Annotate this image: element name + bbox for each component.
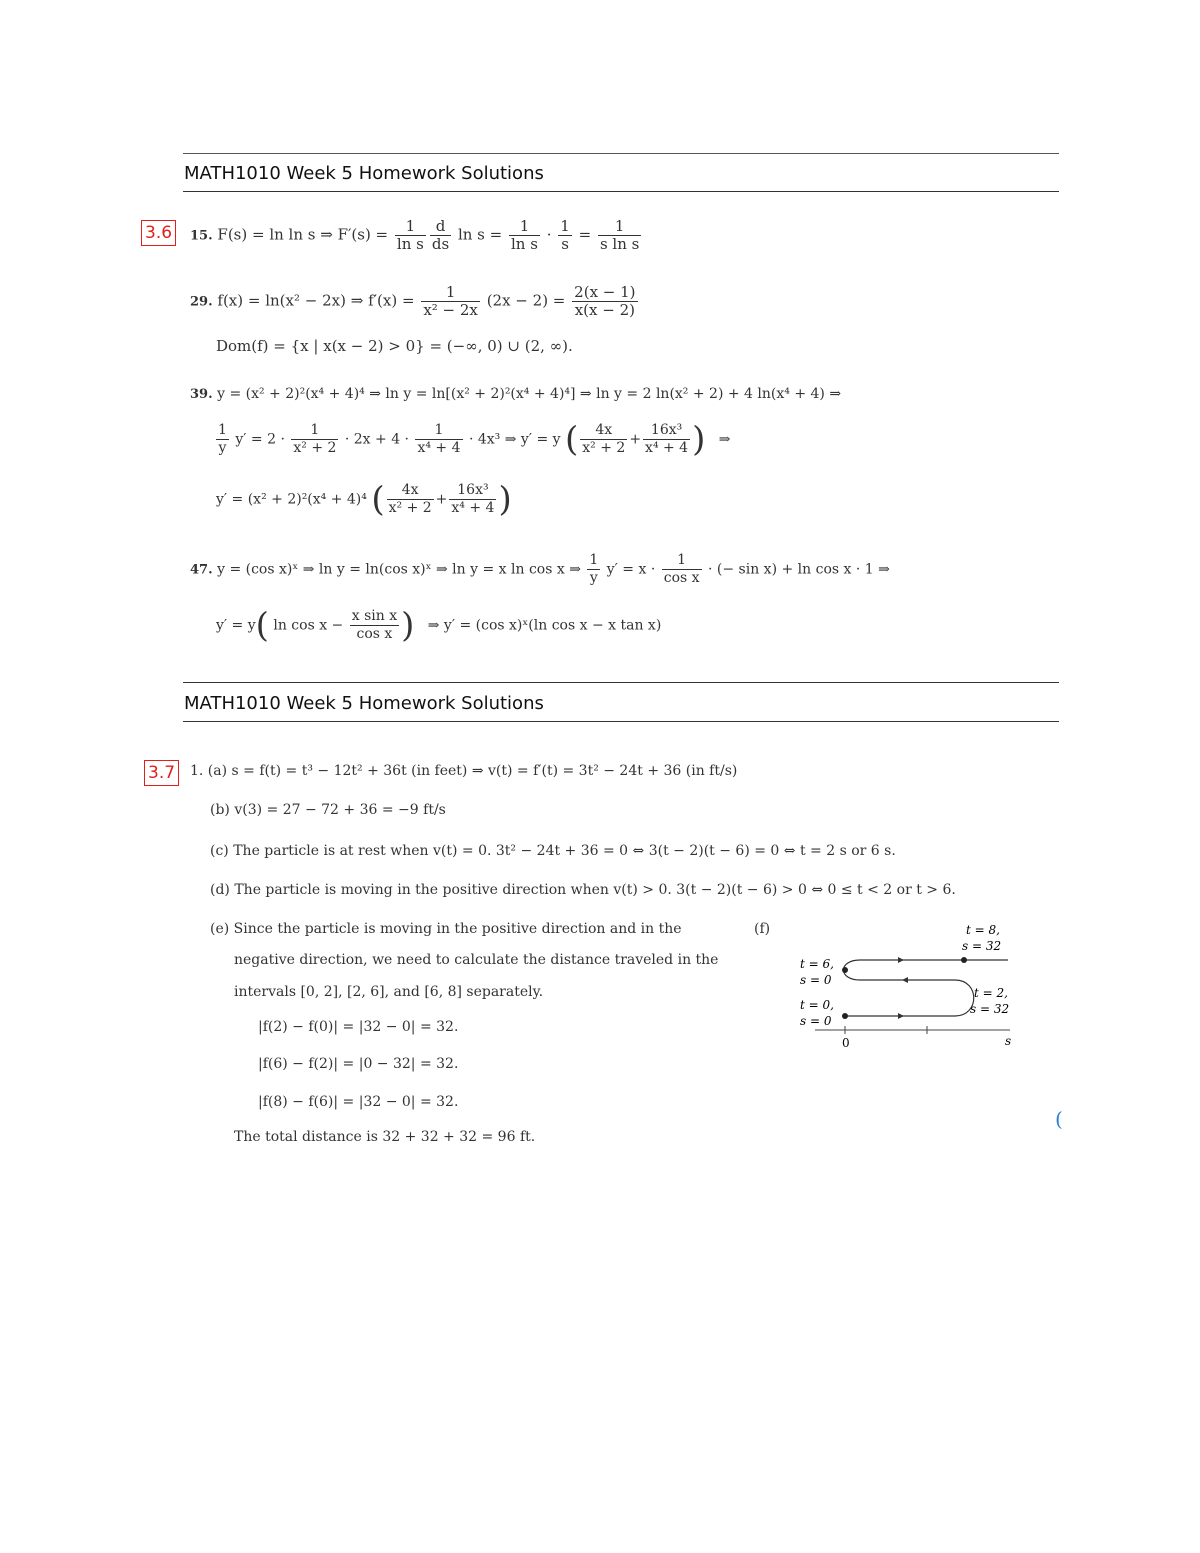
- eq-text: y = (cos x)ˣ ⇒ ln y = ln(cos x)ˣ ⇒ ln y = x ln cos x ⇒: [217, 561, 581, 578]
- problem-39-line-2: [214, 419, 731, 460]
- part-e-calc-2: |f(6) − f(2)| = |0 − 32| = 32.: [258, 1056, 459, 1072]
- eq-text: F(s) = ln ln s ⇒ F′(s) =: [217, 225, 389, 244]
- problem-number: 15.: [190, 228, 213, 244]
- part-e-total: The total distance is 32 + 32 + 32 = 96 ft.: [234, 1129, 536, 1145]
- point-t0: [842, 1013, 848, 1019]
- label-t8: t = 8,: [966, 923, 1000, 937]
- problem-number: 29.: [190, 294, 213, 310]
- page-header-1: MATH1010 Week 5 Homework Solutions: [184, 163, 544, 184]
- eq-text: +: [435, 491, 448, 508]
- left-paren: (: [565, 419, 579, 460]
- fraction: $\frac{\text{16x³}}{\text{x⁴ + 4}}$: [451, 482, 495, 516]
- eq-text: ⇒: [718, 431, 731, 448]
- point-t8: [961, 957, 967, 963]
- header-rule-top-1: [183, 153, 1059, 154]
- eq-text: ⇒ y′ = (cos x)ˣ(ln cos x − x tan x): [427, 617, 662, 634]
- right-paren: ): [401, 605, 415, 646]
- axis-label-s: s: [1005, 1034, 1012, 1048]
- eq-text: =: [578, 225, 592, 244]
- part-c: (c) The particle is at rest when v(t) = 0. 3t² − 24t + 36 = 0 ⇔ 3(t − 2)(t − 6) = 0 ⇔ t = 2 s or 6 s.: [210, 843, 896, 859]
- part-a: 1. (a) s = f(t) = t³ − 12t² + 36t (in feet) ⇒ v(t) = f′(t) = 3t² − 24t + 36 (in ft/s): [190, 763, 738, 779]
- problem-47-line-1: [190, 552, 890, 587]
- header-rule-top-2: [183, 682, 1059, 683]
- label-t6: t = 6,: [800, 957, 834, 971]
- problem-number: 47.: [190, 562, 213, 578]
- section-label-3-6: 3.6: [141, 220, 176, 246]
- domain-line: Dom(f) = {x | x(x − 2) > 0} = (−∞, 0) ∪ (2, ∞).: [216, 337, 573, 355]
- eq-text: y′ = y: [216, 617, 256, 634]
- fraction: $\frac{\text{16x³}}{\text{x⁴ + 4}}$: [645, 422, 689, 456]
- eq-text: +: [629, 431, 642, 448]
- right-paren: ): [692, 419, 706, 460]
- fraction: $\frac{1}{\text{s ln s}}$: [599, 217, 640, 253]
- left-paren: (: [255, 605, 269, 646]
- fraction: $\frac{1}{\text{x⁴ + 4}}$: [417, 422, 461, 456]
- eq-text: · 4x³ ⇒ y′ = y: [468, 431, 561, 448]
- fraction: $\frac{2(x - 1)}{x(x - 2)}$: [574, 283, 636, 319]
- fraction: $\frac{1}{\text{ln s}}$: [511, 217, 538, 253]
- part-e-line-2: negative direction, we need to calculate the distance traveled in the: [234, 952, 719, 968]
- part-e-line-1: (e) Since the particle is moving in the positive direction and in the: [210, 921, 682, 937]
- fraction: $\frac{4x}{\text{x² + 2}}$: [582, 422, 626, 456]
- eq-text: y′ = (x² + 2)²(x⁴ + 4)⁴: [216, 491, 367, 508]
- eq-text: y = (x² + 2)²(x⁴ + 4)⁴ ⇒ ln y = ln[(x² + 2)²(x⁴ + 4)⁴] ⇒ ln y = 2 ln(x² + 2) + 4 ln(x⁴ + 4) ⇒: [217, 386, 842, 402]
- fraction: $\frac{d}{ds}$: [431, 217, 450, 253]
- eq-text: · 2x + 4 ·: [344, 431, 410, 448]
- left-paren: (: [371, 479, 385, 520]
- label-s32-right: s = 32: [970, 1002, 1010, 1016]
- label-s32-top: s = 32: [962, 939, 1002, 953]
- label-s0-bottom: s = 0: [800, 1014, 832, 1028]
- point-t6: [842, 967, 848, 973]
- right-paren: ): [498, 479, 512, 520]
- stray-mark: (: [1055, 1107, 1063, 1131]
- arrow-right: [898, 1013, 904, 1019]
- section-label-3-7: 3.7: [144, 760, 179, 786]
- fraction: $\frac{1}{s}$: [560, 217, 570, 253]
- part-e-calc-3: |f(8) − f(6)| = |32 − 0| = 32.: [258, 1094, 459, 1110]
- fraction: $\frac{1}{\text{x² + 2}}$: [293, 422, 337, 456]
- label-t0: t = 0,: [800, 998, 834, 1012]
- eq-text: ·: [546, 225, 552, 244]
- header-rule-bottom-2: [183, 721, 1059, 722]
- problem-39-line-3: [216, 479, 512, 520]
- fraction: $\frac{1}{\text{x² − 2x}}$: [423, 283, 478, 319]
- label-t2: t = 2,: [974, 986, 1008, 1000]
- problem-number: 39.: [190, 387, 213, 402]
- arrow-left: [902, 977, 908, 983]
- eq-text: · (− sin x) + ln cos x · 1 ⇒: [708, 561, 890, 578]
- eq-text: f(x) = ln(x² − 2x) ⇒ f′(x) =: [217, 291, 415, 310]
- fraction: $\frac{1}{\text{ln s}}$: [396, 217, 424, 253]
- part-e-line-3: intervals [0, 2], [2, 6], and [6, 8] separately.: [234, 984, 544, 1000]
- eq-text: y′ = x ·: [606, 561, 656, 578]
- part-b: (b) v(3) = 27 − 72 + 36 = −9 ft/s: [210, 802, 446, 818]
- eq-text: ln cos x −: [273, 617, 344, 634]
- part-d: (d) The particle is moving in the positive direction when v(t) > 0. 3(t − 2)(t − 6) > 0 ⇔ 0 ≤ t < 2 or t > 6.: [210, 882, 956, 898]
- motion-diagram: [790, 920, 1030, 1055]
- page-header-2: MATH1010 Week 5 Homework Solutions: [184, 693, 544, 714]
- header-rule-bottom-1: [183, 191, 1059, 192]
- problem-15: [190, 218, 643, 253]
- eq-text: y′ = 2 ·: [235, 431, 285, 448]
- problem-39-line-1: [190, 386, 841, 402]
- eq-text: (2x − 2) =: [486, 291, 566, 310]
- problem-29: [190, 284, 640, 319]
- fraction: $\frac{1}{y}$: [218, 422, 227, 456]
- fraction: $\frac{4x}{\text{x² + 2}}$: [388, 482, 432, 516]
- part-f-label: (f): [754, 921, 771, 937]
- fraction: $\frac{1}{y}$: [589, 552, 599, 586]
- eq-text: ln s =: [457, 225, 503, 244]
- arrow-right: [898, 957, 904, 963]
- fraction: $\frac{1}{\text{cos x}}$: [663, 552, 700, 586]
- label-s0-mid: s = 0: [800, 973, 832, 987]
- problem-47-line-2: [216, 605, 662, 646]
- axis-label-zero: 0: [842, 1036, 850, 1050]
- fraction: $\frac{\text{x sin x}}{\text{cos x}}$: [351, 608, 398, 642]
- part-e-calc-1: |f(2) − f(0)| = |32 − 0| = 32.: [258, 1019, 459, 1035]
